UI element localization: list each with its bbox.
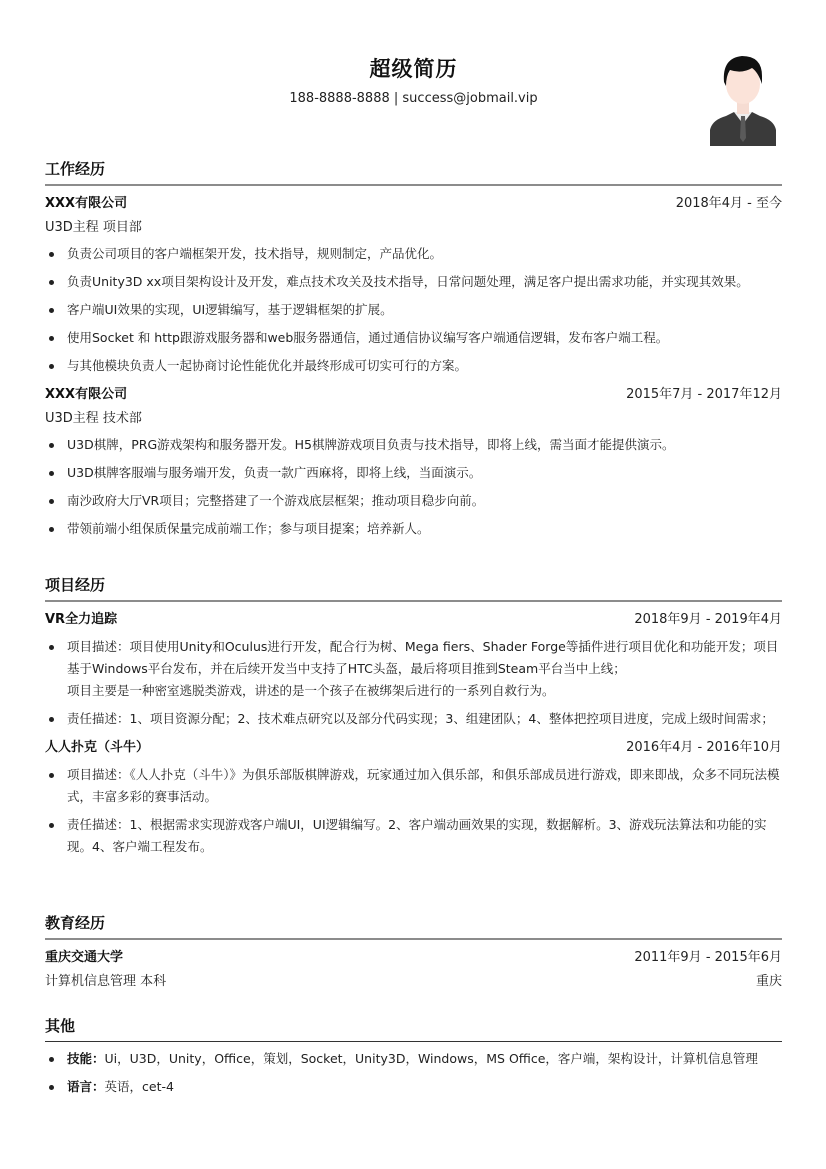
job-role: U3D主程 项目部 <box>45 220 142 235</box>
list-item: 带领前端小组保质保量完成前端工作；参与项目提案；培养新人。 <box>45 518 782 540</box>
avatar <box>704 50 782 146</box>
list-item: 使用Socket 和 http跟游戏服务器和web服务器通信，通过通信协议编写客户端通信逻辑，发布客户端工程。 <box>45 327 782 349</box>
job-role-row <box>45 407 782 431</box>
email: success@jobmail.vip <box>402 91 538 106</box>
project-description-cont: 项目主要是一种密室逃脱类游戏，讲述的是一个孩子在被绑架后进行的一系列自救行为。 <box>67 683 555 698</box>
major-degree: 计算机信息管理 本科 <box>45 974 167 989</box>
job-role: U3D主程 技术部 <box>45 411 142 426</box>
list-item: 负责Unity3D xx项目架构设计及开发，难点技术攻关及技术指导，日常问题处理，满足客户提出需求功能，并实现其效果。 <box>45 271 782 293</box>
education-header <box>45 946 782 970</box>
job-header <box>45 192 782 216</box>
list-item: 负责公司项目的客户端框架开发，技术指导，规则制定，产品优化。 <box>45 243 782 265</box>
list-item <box>45 814 782 858</box>
avatar-person-icon <box>704 50 782 146</box>
list-item <box>45 708 782 730</box>
education-detail <box>45 970 782 994</box>
language-item <box>45 1076 782 1098</box>
skills-value: Ui，U3D，Unity，Office，策划，Socket，Unity3D，Windows，MS Office，客户端，架构设计，计算机信息管理 <box>104 1051 758 1066</box>
section-education <box>45 912 782 994</box>
project-period: 2018年9月 - 2019年4月 <box>634 612 782 627</box>
education-period: 2011年9月 - 2015年6月 <box>634 950 782 965</box>
project-header <box>45 608 782 632</box>
section-title: 其他 <box>45 1017 76 1035</box>
contact-separator: | <box>389 91 403 106</box>
resume-page <box>45 0 782 1094</box>
job-role-row <box>45 216 782 240</box>
responsibility-description: 责任描述：1、根据需求实现游戏客户端UI，UI逻辑编写。2、客户端动画效果的实现，数据解析。3、游戏玩法算法和功能的实现。4、客户端工程发布。 <box>67 817 767 854</box>
project-description: 项目描述：项目使用Unity和Oculus进行开发，配合行为树、Mega fiers、Shader Forge等插件进行项目优化和功能开发；项目基于Windows平台发布，并在后续开发当中支持了HTC头盔，最后将项目推到Steam平台当中上线； <box>67 639 779 676</box>
school-name: 重庆交通大学 <box>45 950 124 965</box>
project-header <box>45 736 782 760</box>
resume-header <box>45 0 782 150</box>
list-item: U3D棋牌，PRG游戏架构和服务器开发。H5棋牌游戏项目负责与技术指导，即将上线，需当面才能提供演示。 <box>45 434 782 456</box>
contact-line <box>45 91 782 106</box>
list-item: 南沙政府大厅VR项目；完整搭建了一个游戏底层框架；推动项目稳步向前。 <box>45 490 782 512</box>
project-bullets <box>45 764 782 858</box>
list-item: U3D棋牌客服端与服务端开发，负责一款广西麻将，即将上线，当面演示。 <box>45 462 782 484</box>
list-item <box>45 636 782 702</box>
job-header <box>45 383 782 407</box>
section-divider <box>45 184 782 186</box>
section-other <box>45 1015 782 1104</box>
responsibility-description: 责任描述：1、项目资源分配；2、技术难点研究以及部分代码实现；3、组建团队；4、整体把控项目进度，完成上级时间需求； <box>67 711 774 726</box>
section-divider <box>45 600 782 602</box>
section-divider <box>45 938 782 940</box>
company-name: XXX有限公司 <box>45 196 128 211</box>
resume-name: 超级简历 <box>369 57 458 81</box>
project-description: 项目描述：《人人扑克（斗牛）》为俱乐部版棋牌游戏，玩家通过加入俱乐部，和俱乐部成员进行游戏，即来即战，众多不同玩法模式，丰富多彩的赛事活动。 <box>67 767 780 804</box>
company-name: XXX有限公司 <box>45 387 128 402</box>
list-item: 客户端UI效果的实现，UI逻辑编写，基于逻辑框架的扩展。 <box>45 299 782 321</box>
section-title: 工作经历 <box>45 160 106 178</box>
section-project-experience <box>45 574 782 864</box>
project-name: 人人扑克（斗牛） <box>45 740 150 755</box>
section-title: 教育经历 <box>45 914 106 932</box>
job-period: 2015年7月 - 2017年12月 <box>626 387 782 402</box>
language-value: 英语，cet-4 <box>104 1079 174 1094</box>
job-period: 2018年4月 - 至今 <box>675 196 782 211</box>
language-label: 语言： <box>67 1079 105 1094</box>
job-bullets <box>45 434 782 540</box>
project-bullets <box>45 636 782 730</box>
phone: 188-8888-8888 <box>289 91 390 106</box>
list-item <box>45 764 782 808</box>
project-name: VR全力追踪 <box>45 612 118 627</box>
section-work-experience <box>45 158 782 546</box>
job-bullets <box>45 243 782 377</box>
skills-item <box>45 1048 782 1070</box>
section-title: 项目经历 <box>45 576 106 594</box>
list-item: 与其他模块负责人一起协商讨论性能优化并最终形成可切实可行的方案。 <box>45 355 782 377</box>
section-divider <box>45 1041 782 1042</box>
other-bullets <box>45 1048 782 1098</box>
school-location: 重庆 <box>755 974 782 989</box>
skills-label: 技能： <box>67 1051 105 1066</box>
project-period: 2016年4月 - 2016年10月 <box>626 740 782 755</box>
